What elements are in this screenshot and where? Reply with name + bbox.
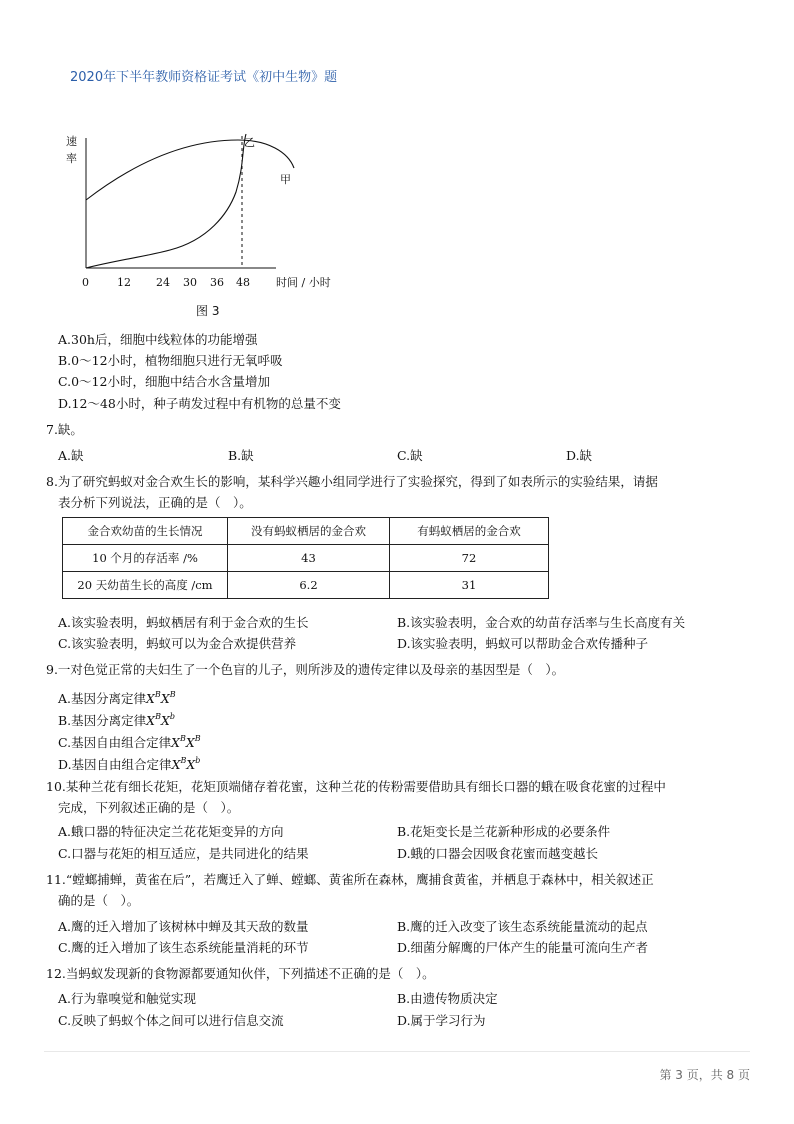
curve-label-jia: 甲 — [280, 173, 291, 186]
q11-option-b: B.鹰的迁入改变了该生态系统能量流动的起点 — [397, 919, 648, 934]
q11-option-c: C.鹰的迁入增加了该生态系统能量消耗的环节 — [58, 940, 309, 955]
table-cell: 31 — [390, 572, 549, 599]
q11-option-d: D.细菌分解鹰的尸体产生的能量可流向生产者 — [397, 940, 649, 955]
q8-option-b: B.该实验表明，金合欢的幼苗存活率与生长高度有关 — [397, 615, 686, 630]
q9-stem: 9.一对色觉正常的夫妇生了一个色盲的儿子，则所涉及的遗传定律以及母亲的基因型是（ ）。 — [46, 662, 565, 677]
x-tick-0: 0 — [82, 276, 89, 289]
table-row — [63, 545, 549, 572]
q12-option-c: C.反映了蚂蚁个体之间可以进行信息交流 — [58, 1013, 284, 1028]
x-axis-label: 时间 / 小时 — [276, 276, 331, 289]
allele-superscript: B — [180, 734, 186, 743]
q8-stem-line-2: 表分析下列说法，正确的是（ ）。 — [58, 495, 252, 510]
q9-option-text: B.基因分离定律 — [58, 713, 147, 728]
allele-superscript: B — [155, 712, 161, 721]
gene-letter: X — [171, 735, 180, 750]
q6-option-b: B.0～12小时，植物细胞只进行无氧呼吸 — [58, 353, 283, 368]
gene-letter: X — [185, 735, 195, 750]
curve-label-yi: 乙 — [244, 136, 255, 149]
q9-option-text: A.基因分离定律 — [58, 691, 147, 706]
q7-option-b: B.缺 — [228, 448, 254, 463]
table-header-cell: 没有蚂蚁栖居的金合欢 — [228, 518, 390, 545]
q9-option-d — [58, 752, 200, 774]
q7-option-a: A.缺 — [58, 448, 84, 463]
q12-option-b: B.由遗传物质决定 — [397, 991, 498, 1006]
q6-option-a: A.30h后，细胞中线粒体的功能增强 — [58, 332, 258, 347]
q9-option-a — [58, 686, 176, 708]
q11-stem-line-2: 确的是（ ）。 — [58, 893, 140, 908]
gene-letter: X — [186, 757, 196, 772]
table-cell: 43 — [228, 545, 390, 572]
gene-letter: X — [160, 691, 170, 706]
q11-option-a: A.鹰的迁入增加了该树林中蝉及其天敌的数量 — [58, 919, 309, 934]
q10-stem-line-2: 完成，下列叙述正确的是（ ）。 — [58, 800, 240, 815]
table-cell: 6.2 — [228, 572, 390, 599]
table-cell: 72 — [390, 545, 549, 572]
gene-letter: X — [171, 757, 181, 772]
q7-option-d: D.缺 — [566, 448, 593, 463]
q9-option-text: D.基因自由组合定律 — [58, 757, 172, 772]
q8-option-d: D.该实验表明，蚂蚁可以帮助金合欢传播种子 — [397, 636, 649, 651]
q10-option-c: C.口器与花矩的相互适应，是共同进化的结果 — [58, 846, 309, 861]
q9-option-c — [58, 730, 201, 752]
q8-option-c: C.该实验表明，蚂蚁可以为金合欢提供营养 — [58, 636, 297, 651]
allele-superscript: B — [180, 756, 187, 765]
q6-option-c: C.0～12小时，细胞中结合水含量增加 — [58, 374, 270, 389]
q8-option-a: A.该实验表明，蚂蚁栖居有利于金合欢的生长 — [58, 615, 309, 630]
gene-letter: X — [146, 713, 156, 728]
q11-stem-line-1: 11.“螳螂捕蝉，黄雀在后”，若鹰迁入了蝉、螳螂、黄雀所在森林，鹰捕食黄雀，并栖息于森林中，相关叙述正 — [46, 872, 654, 887]
x-tick-30: 30 — [183, 276, 197, 289]
q10-stem-line-1: 10.某种兰花有细长花矩，花矩顶端储存着花蜜，这种兰花的传粉需要借助具有细长口器的蛾在吸食花蜜的过程中 — [46, 779, 666, 794]
x-tick-24: 24 — [156, 276, 170, 289]
q12-option-d: D.属于学习行为 — [397, 1013, 486, 1028]
y-axis-label-char-1: 速 — [66, 135, 77, 148]
table-cell: 10 个月的存活率 /% — [63, 545, 228, 572]
allele-superscript: B — [154, 690, 161, 699]
table-header-cell: 金合欢幼苗的生长情况 — [63, 518, 228, 545]
x-tick-48: 48 — [236, 276, 250, 289]
q7-stem: 7.缺。 — [46, 422, 83, 437]
page-header-title: 2020年下半年教师资格证考试《初中生物》题 — [70, 70, 338, 85]
q9-option-text: C.基因自由组合定律 — [58, 735, 172, 750]
q8-results-table — [62, 517, 549, 599]
table-row — [63, 572, 549, 599]
allele-superscript: b — [169, 712, 175, 721]
x-tick-36: 36 — [210, 276, 224, 289]
q7-option-c: C.缺 — [397, 448, 423, 463]
figure-3-chart — [58, 126, 358, 298]
q10-option-d: D.蛾的口器会因吸食花蜜而越变越长 — [397, 846, 599, 861]
q8-stem-line-1: 8.为了研究蚂蚁对金合欢生长的影响，某科学兴趣小组同学进行了实验探究，得到了如表所示的实验结果，请据 — [46, 474, 658, 489]
x-tick-12: 12 — [117, 276, 131, 289]
footer-divider — [44, 1051, 750, 1052]
gene-letter: X — [160, 713, 170, 728]
q12-stem: 12.当蚂蚁发现新的食物源都要通知伙伴，下列描述不正确的是（ ）。 — [46, 966, 435, 981]
q6-option-d: D.12～48小时，种子萌发过程中有机物的总量不变 — [58, 396, 341, 411]
table-cell: 20 天幼苗生长的高度 /cm — [63, 572, 228, 599]
allele-superscript: B — [169, 690, 176, 699]
table-header-cell: 有蚂蚁栖居的金合欢 — [390, 518, 549, 545]
figure-caption: 图 3 — [196, 304, 220, 318]
q12-option-a: A.行为靠嗅觉和触觉实现 — [58, 991, 197, 1006]
curve-jia — [86, 140, 294, 200]
q10-option-b: B.花矩变长是兰花新种形成的必要条件 — [397, 824, 611, 839]
table-header-row — [63, 518, 549, 545]
y-axis-label-char-2: 率 — [66, 152, 77, 165]
allele-superscript: B — [194, 734, 201, 743]
page-number: 第 3 页，共 8 页 — [659, 1068, 750, 1082]
q10-option-a: A.蛾口器的特征决定兰花花矩变异的方向 — [58, 824, 284, 839]
allele-superscript: b — [195, 756, 201, 765]
q9-option-b — [58, 708, 175, 730]
gene-letter: X — [146, 691, 155, 706]
